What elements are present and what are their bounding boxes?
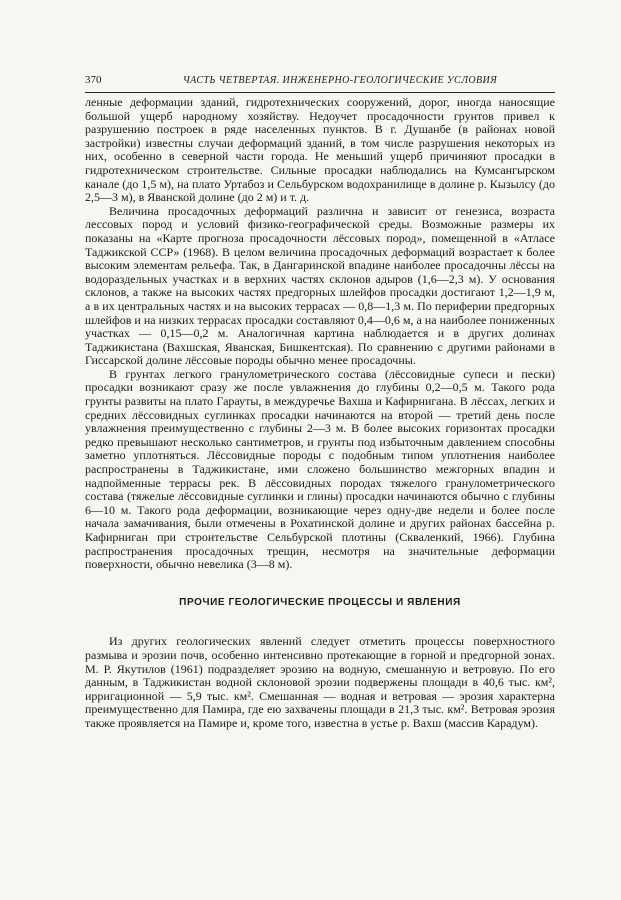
paragraph-soil-composition: В грунтах легкого гранулометрического состава (лёссовидные супеси и пески) просадки возникают сразу же после увлажнения до глубины 0,2—0,5 м. Такого рода грунты развиты на плато Гарауты, в междуречье Вахша и Кафирнигана. В лёссах, легких и средних лёссовидных суглинках просадки начинаются на второй — третий день после увлажнения преимущественно с глубины 2—3 м. В более высоких горизонтах просадки редко превышают несколько сантиметров, и грунты под избыточным давлением способны заметно уплотняться. Лёссовидные породы с подобным типом уплотнения наиболее распространены в Таджикистане, ими сложено большинство межгорных впадин и надпойменные террасы рек. В лёссовидных породах тяжелого гранулометрического состава (тяжелые лёссовидные суглинки и глины) просадки начинаются обычно с глубины 6—10 м. Такого рода деформации, возникающие через одну-две недели и более после начала замачивания, были отмечены в Рохатинской долине и других районах бассейна р. Кафирниган при строительстве Сельбурской плотины (Скваленкий, 1966). Глубина распространения просадочных трещин, несмотря на значительные деформации поверхности, обычно невелика (3—8 м). xyxy=(85,366,555,572)
main-text xyxy=(85,96,555,731)
paragraph-erosion: Из других геологических явлений следует отметить процессы поверхностного размыва и эрозии почв, особенно интенсивно протекающие в горной и предгорной зонах. М. Р. Якутилов (1961) подразделяет эрозию на водную, смешанную и ветровую. По его данным, в Таджикистан водной склоновой эрозии подвержены площади в 40,6 тыс. км², ирригационной — 5,9 тыс. км². Смешанная — водная и ветровая — эрозия характерна преимущественно для Памира, где ею захвачены площади в 21,3 тыс. км². Ветровая эрозия также проявляется на Памире и, кроме того, известна в устье р. Вахш (массив Карадум). xyxy=(85,634,555,730)
running-title: ЧАСТЬ ЧЕТВЕРТАЯ. ИНЖЕНЕРНО-ГЕОЛОГИЧЕСКИЕ УСЛОВИЯ xyxy=(182,75,498,86)
running-header xyxy=(85,74,555,86)
section-heading: ПРОЧИЕ ГЕОЛОГИЧЕСКИЕ ПРОЦЕССЫ И ЯВЛЕНИЯ xyxy=(179,596,461,608)
page-number: 370 xyxy=(85,74,102,86)
paragraph-deformation-size: Величина просадочных деформаций различна и зависит от генезиса, возраста лессовых пород и условий физико-географической среды. Возможные размеры их показаны на «Карте прогноза просадочности лёссовых пород», помещенной в «Атласе Таджикской ССР» (1968). В целом величина просадочных деформаций возрастает к более высоким элементам рельефа. Так, в Дангаринской впадине наиболее просадочны лёссы на водораздельных участках и в верхних частях склонов адыров (1,6—2,3 м). У основания склонов, а также на высоких частях предгорных шлейфов просадки достигают 1,2—1,9 м, а в их центральных частях и на высоких террасах — 0,8—1,3 м. По периферии предгорных шлейфов и на низких террасах просадки составляют 0,4—0,6 м, а на наиболее пониженных участках — 0,15—0,2 м. Аналогичная картина наблюдается и в других долинах Таджикистана (Вахшская, Яванская, Бишкентская). По сравнению с другими районами в Гиссарской долине лёссовые породы обычно менее просадочны. xyxy=(85,203,555,368)
paragraph-continuation: ленные деформации зданий, гидротехнических сооружений, дорог, иногда наносящие большой ущерб народному хозяйству. Недоучет просадочности грунтов привел к разрушению построек в ряде населенных пунктов. В г. Душанбе (в районах новой застройки) известны случаи деформаций зданий, в том числе разрушения некоторых из них, особенно в северной части города. Не меньший ущерб причиняют просадки в гидротехническом строительстве. Сильные просадки наблюдались на Кумсангырском канале (до 1,5 м), на плато Уртабоз и Сельбурском водохранилище в долине р. Кызылсу (до 2,5—3 м), в Яванской долине (до 2 м) и т. д. xyxy=(85,95,555,205)
header-rule xyxy=(85,92,555,93)
